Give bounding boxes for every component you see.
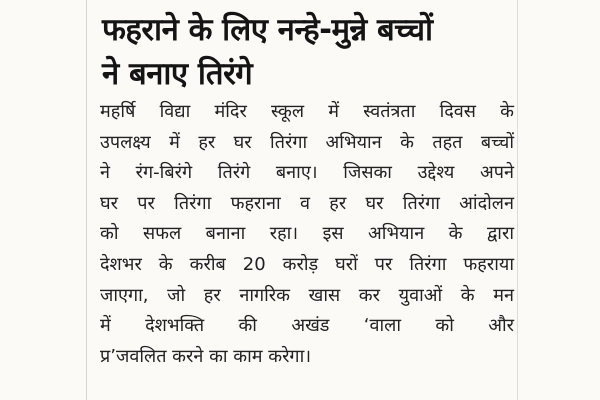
cropped-next-line (96, 392, 516, 400)
headline-line: फहराने के लिए नन्हे-मुन्ने बच्चों (102, 12, 433, 48)
article-body (100, 97, 514, 372)
body-line: में देशभक्ति की अखंड ‘वाला को और (100, 315, 514, 337)
body-line: प्र’जवलित करने का काम करेगा। (100, 345, 312, 367)
body-line: उपलक्ष्य में हर घर तिरंगा अभियान के तहत बच्चों (100, 131, 514, 153)
body-line: ने रंग-बिरंगे तिरंगे बनाए। जिसका उद्देश्य अपने (100, 162, 514, 184)
article-headline (102, 8, 512, 96)
body-line: महर्षि विद्या मंदिर स्कूल में स्वतंत्रता दिवस के (100, 101, 514, 122)
body-line: को सफल बनाना रहा। इस अभियान के द्वारा (100, 223, 514, 245)
headline-line: ने बनाए तिरंगे (102, 56, 253, 92)
body-line: घर पर तिरंगा फहराना व हर घर तिरंगा आंदोलन (100, 192, 514, 214)
column-divider-left (86, 0, 87, 400)
column-divider-right (517, 0, 518, 400)
body-line: जाएगा, जो हर नागरिक खास कर युवाओं के मन (100, 284, 514, 306)
body-line: देशभर के करीब 20 करोड़ घरों पर तिरंगा फहराया (100, 253, 514, 275)
